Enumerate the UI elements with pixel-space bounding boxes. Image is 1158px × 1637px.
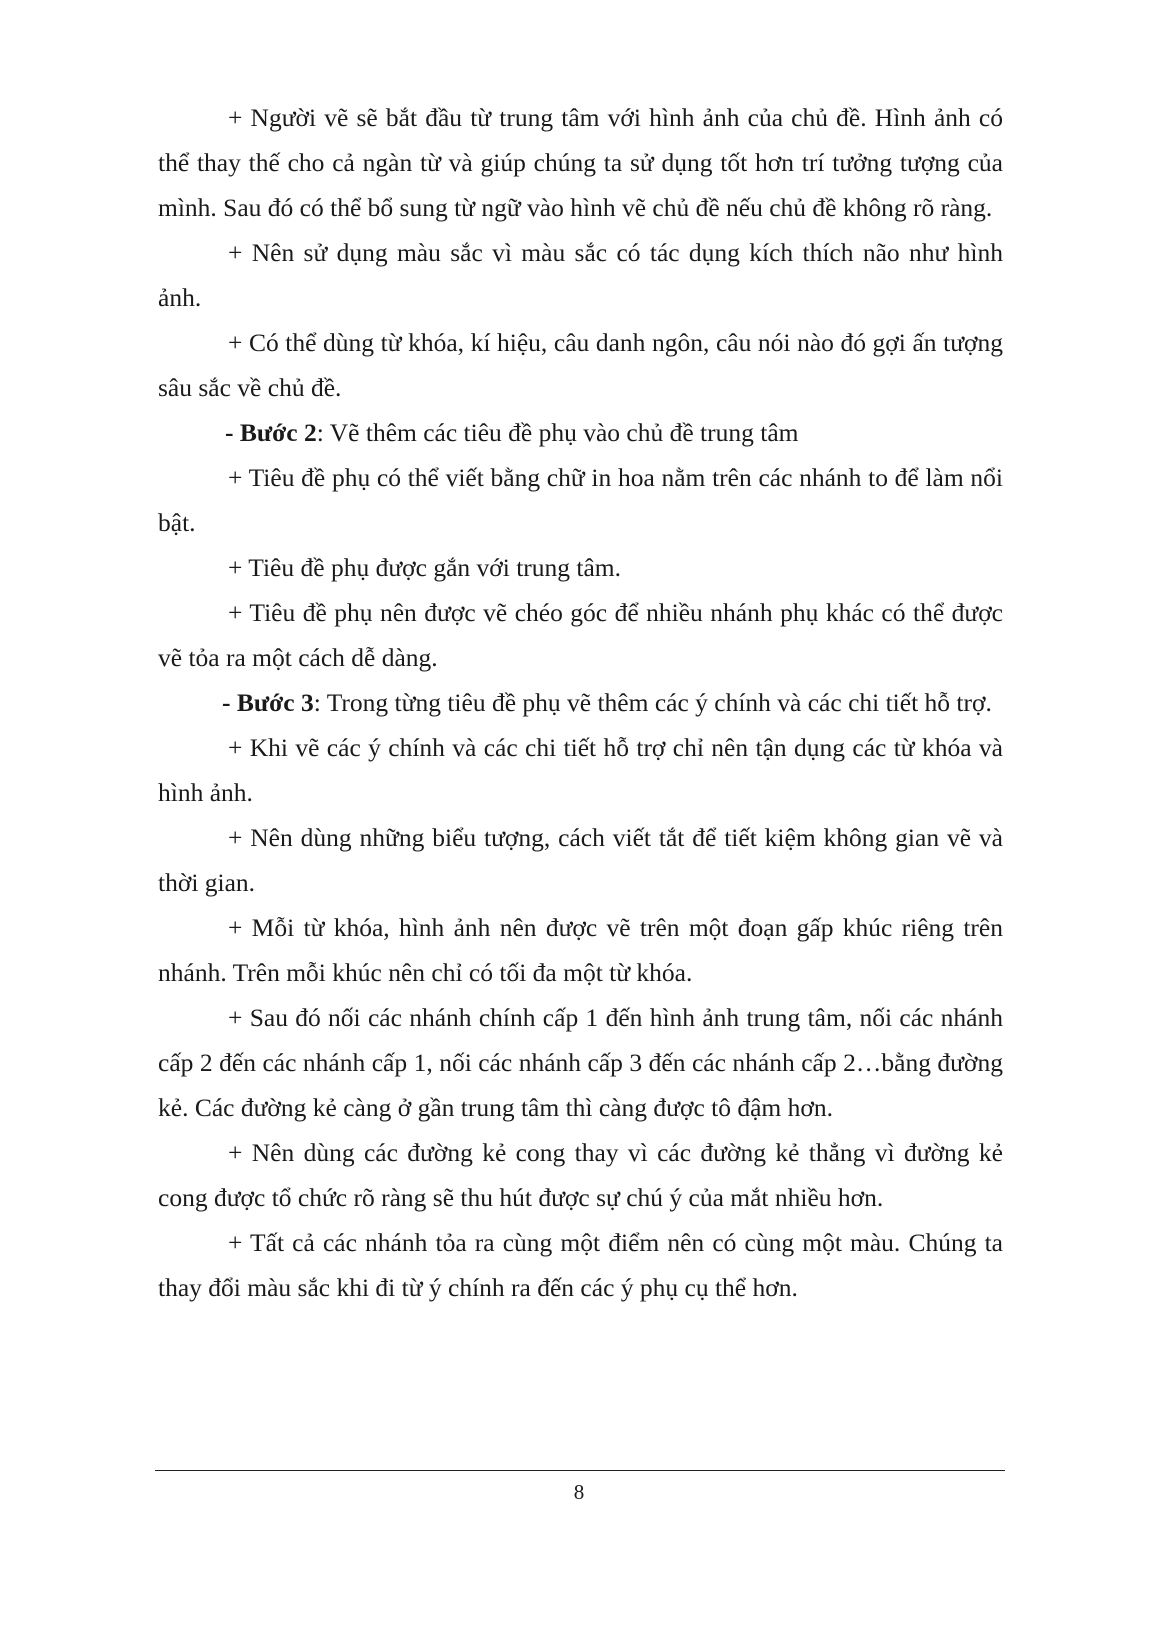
step-heading [158,410,1003,455]
step-heading [158,680,1003,725]
paragraph: + Có thể dùng từ khóa, kí hiệu, câu danh ngôn, câu nói nào đó gợi ấn tượng sâu sắc về chủ đề. [158,328,1003,402]
paragraph: + Tất cả các nhánh tỏa ra cùng một điểm nên có cùng một màu. Chúng ta thay đổi màu sắc khi đi từ ý chính ra đến các ý phụ cụ thể hơn. [158,1228,1003,1302]
paragraph: + Người vẽ sẽ bắt đầu từ trung tâm với hình ảnh của chủ đề. Hình ảnh có thể thay thế cho cả ngàn từ và giúp chúng ta sử dụng tốt hơn trí tưởng tượng của mình. Sau đó có thể bổ sung từ ngữ vào hình vẽ chủ đề nếu chủ đề không rõ ràng. [158,103,1003,222]
footer-rule [155,1470,1005,1471]
paragraph: + Nên dùng các đường kẻ cong thay vì các đường kẻ thẳng vì đường kẻ cong được tổ chức rõ ràng sẽ thu hút được sự chú ý của mắt nhiều hơn. [158,1138,1003,1212]
paragraph: + Nên sử dụng màu sắc vì màu sắc có tác dụng kích thích não như hình ảnh. [158,238,1003,312]
step-label: - Bước 3 [222,688,314,717]
paragraph: + Tiêu đề phụ có thể viết bằng chữ in hoa nằm trên các nhánh to để làm nổi bật. [158,463,1003,537]
step-text: : Trong từng tiêu đề phụ vẽ thêm các ý chính và các chi tiết hỗ trợ. [313,688,992,717]
paragraph: + Nên dùng những biểu tượng, cách viết tắt để tiết kiệm không gian vẽ và thời gian. [158,823,1003,897]
paragraph: + Tiêu đề phụ nên được vẽ chéo góc để nhiều nhánh phụ khác có thể được vẽ tỏa ra một cách dễ dàng. [158,598,1003,672]
step-text: : Vẽ thêm các tiêu đề phụ vào chủ đề trung tâm [316,418,799,447]
page-number: 8 [573,1480,585,1504]
paragraph: + Sau đó nối các nhánh chính cấp 1 đến hình ảnh trung tâm, nối các nhánh cấp 2 đến các nhánh cấp 1, nối các nhánh cấp 3 đến các nhánh cấp 2…bằng đường kẻ. Các đường kẻ càng ở gần trung tâm thì càng được tô đậm hơn. [158,1003,1003,1122]
paragraph: + Khi vẽ các ý chính và các chi tiết hỗ trợ chỉ nên tận dụng các từ khóa và hình ảnh. [158,733,1003,807]
body-text [158,95,1003,1310]
step-label: - Bước 2 [225,418,317,447]
paragraph: + Tiêu đề phụ được gắn với trung tâm. [228,553,622,582]
paragraph: + Mỗi từ khóa, hình ảnh nên được vẽ trên một đoạn gấp khúc riêng trên nhánh. Trên mỗi khúc nên chỉ có tối đa một từ khóa. [158,913,1003,987]
